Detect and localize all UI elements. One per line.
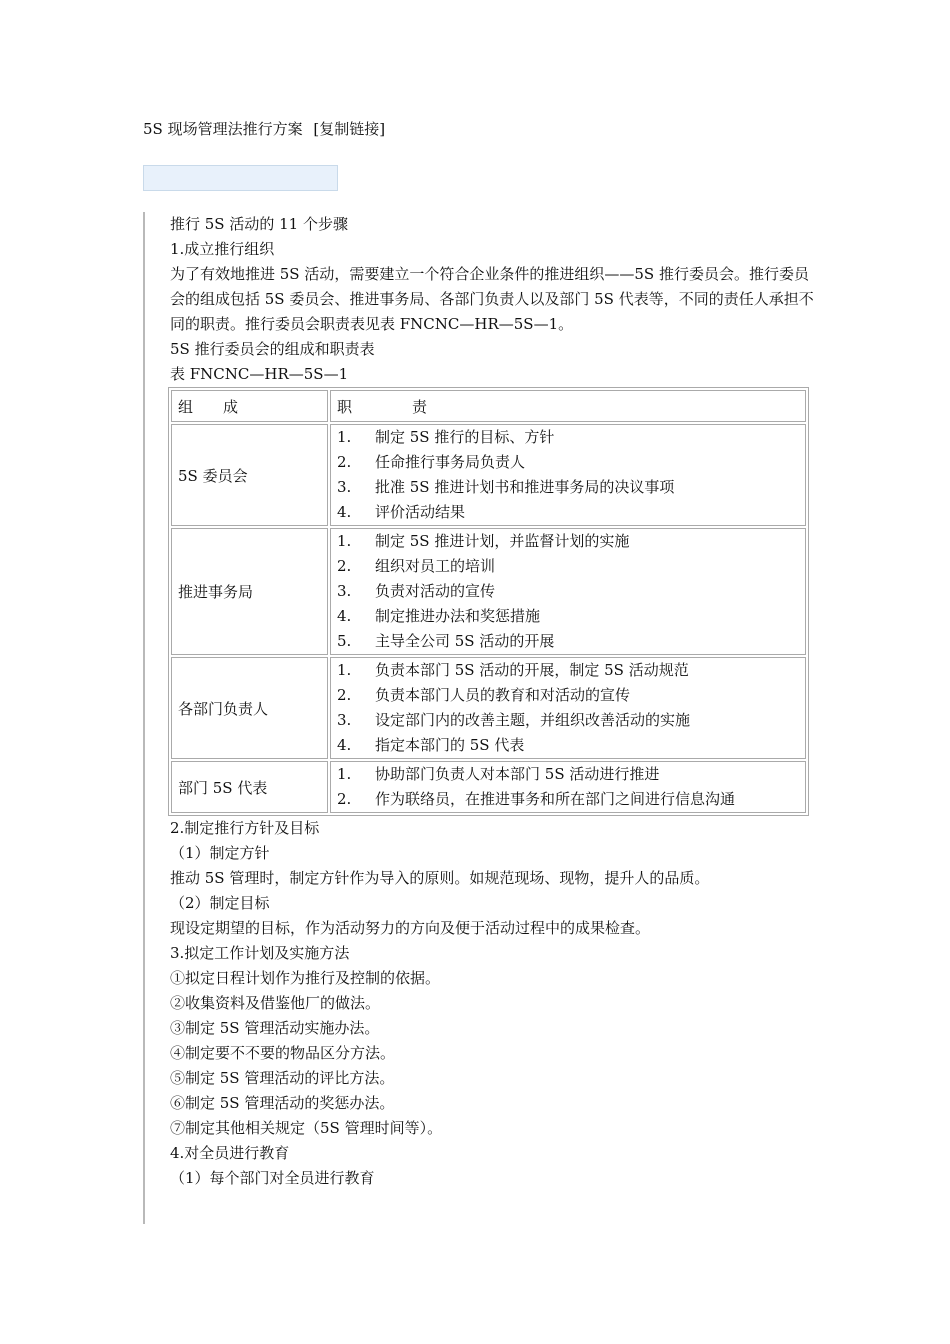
duty-item: 1. 协助部门负责人对本部门 5S 活动进行推进 xyxy=(337,765,660,783)
table-code: 表 FNCNC—HR—5S—1 xyxy=(170,365,349,383)
duty-item: 4. 制定推进办法和奖惩措施 xyxy=(337,607,541,625)
role-cell: 部门 5S 代表 xyxy=(171,761,328,813)
table-row xyxy=(171,657,806,759)
title-text: 5S 现场管理法推行方案 xyxy=(143,120,303,138)
duty-cell xyxy=(330,761,806,813)
role-cell: 5S 委员会 xyxy=(171,424,328,526)
duty-item: 2. 任命推行事务局负责人 xyxy=(337,453,526,471)
step-heading: 1.成立推行组织 xyxy=(170,240,275,258)
duty-item: 4. 评价活动结果 xyxy=(337,503,466,521)
duty-item: 2. 组织对员工的培训 xyxy=(337,557,496,575)
duty-cell xyxy=(330,657,806,759)
duty-table xyxy=(168,387,809,816)
text-line: ⑤制定 5S 管理活动的评比方法。 xyxy=(170,1069,395,1087)
duty-item: 1. 制定 5S 推进计划，并监督计划的实施 xyxy=(337,532,630,550)
quote-block xyxy=(143,212,825,1224)
text-line: 3.拟定工作计划及实施方法 xyxy=(170,944,350,962)
duty-item: 2. 作为联络员，在推进事务和所在部门之间进行信息沟通 xyxy=(337,790,736,808)
text-line: ⑥制定 5S 管理活动的奖惩办法。 xyxy=(170,1094,395,1112)
text-line: ①拟定日程计划作为推行及控制的依据。 xyxy=(170,969,441,987)
paragraph: 为了有效地推进 5S 活动，需要建立一个符合企业条件的推进组织——5S 推行委员会。推行委员会的组成包括 5S 委员会、推进事务局、各部门负责人以及部门 5S 代表等，不同的责任人承担不同的职责。推行委员会职责表见表 FNCNC—HR—5S—1。 xyxy=(170,265,814,333)
col-header-duty: 职 责 xyxy=(330,390,806,422)
role-cell: 推进事务局 xyxy=(171,528,328,655)
text-line: 2.制定推行方针及目标 xyxy=(170,819,320,837)
duty-item: 3. 设定部门内的改善主题，并组织改善活动的实施 xyxy=(337,711,691,729)
blue-bar xyxy=(143,165,338,191)
duty-cell xyxy=(330,424,806,526)
text-line: 推动 5S 管理时，制定方针作为导入的原则。如规范现场、现物，提升人的品质。 xyxy=(170,869,710,887)
section-heading: 推行 5S 活动的 11 个步骤 xyxy=(170,215,348,233)
text-line: 4.对全员进行教育 xyxy=(170,1144,290,1162)
table-row xyxy=(171,424,806,526)
duty-item: 3. 负责对活动的宣传 xyxy=(337,582,496,600)
duty-item: 1. 制定 5S 推行的目标、方针 xyxy=(337,428,555,446)
text-line: ⑦制定其他相关规定（5S 管理时间等）。 xyxy=(170,1119,443,1137)
text-line: （1）每个部门对全员进行教育 xyxy=(170,1169,375,1187)
duty-item: 4. 指定本部门的 5S 代表 xyxy=(337,736,525,754)
page-title xyxy=(143,118,385,139)
col-header-role: 组 成 xyxy=(171,390,328,422)
table-row xyxy=(171,761,806,813)
text-line: （1）制定方针 xyxy=(170,844,270,862)
table-title: 5S 推行委员会的组成和职责表 xyxy=(170,340,375,358)
text-line: ②收集资料及借鉴他厂的做法。 xyxy=(170,994,381,1012)
text-line: 现设定期望的目标，作为活动努力的方向及便于活动过程中的成果检查。 xyxy=(170,919,651,937)
duty-item: 2. 负责本部门人员的教育和对活动的宣传 xyxy=(337,686,631,704)
role-cell: 各部门负责人 xyxy=(171,657,328,759)
article-content xyxy=(170,212,820,1191)
text-line: ③制定 5S 管理活动实施办法。 xyxy=(170,1019,380,1037)
table-row xyxy=(171,528,806,655)
text-line: ④制定要不不要的物品区分方法。 xyxy=(170,1044,396,1062)
table-header-row xyxy=(171,390,806,422)
copy-link[interactable]: [复制链接] xyxy=(313,120,386,138)
text-line: （2）制定目标 xyxy=(170,894,270,912)
duty-item: 1. 负责本部门 5S 活动的开展，制定 5S 活动规范 xyxy=(337,661,689,679)
duty-item: 3. 批准 5S 推进计划书和推进事务局的决议事项 xyxy=(337,478,675,496)
duty-cell xyxy=(330,528,806,655)
duty-item: 5. 主导全公司 5S 活动的开展 xyxy=(337,632,555,650)
